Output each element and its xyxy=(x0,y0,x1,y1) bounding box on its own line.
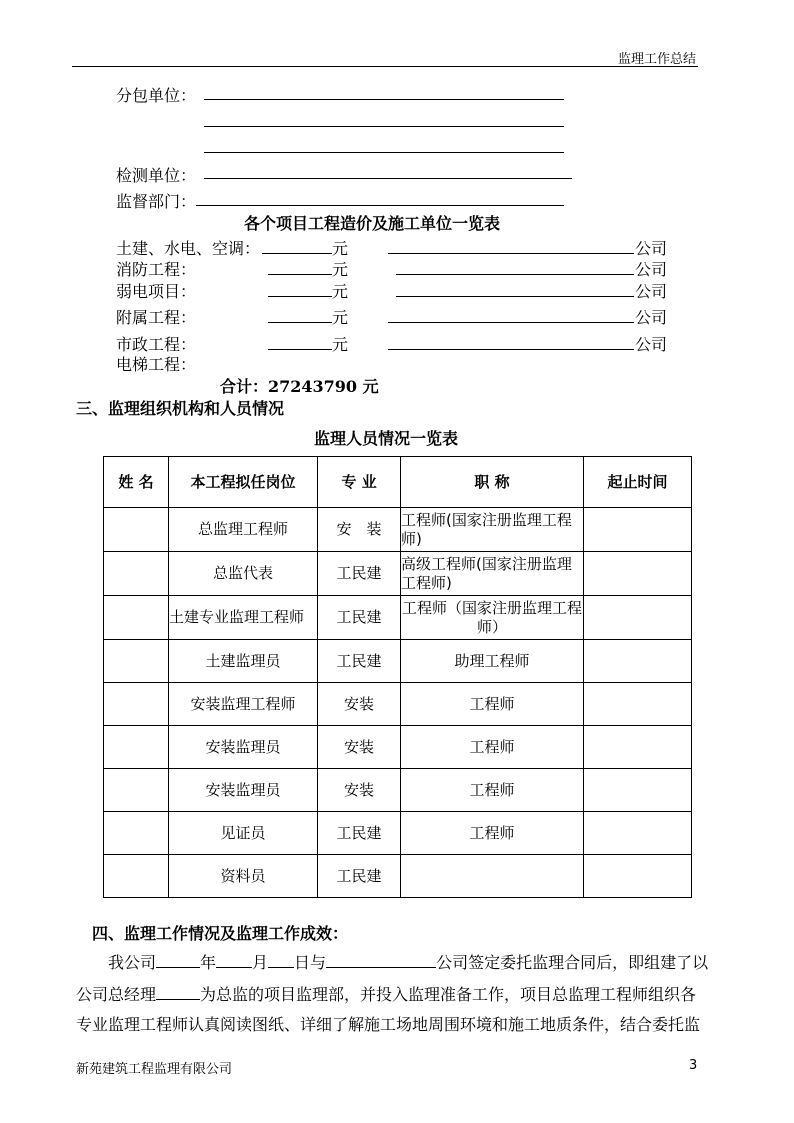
name-cell xyxy=(104,552,169,596)
cost-row-label: 市政工程： xyxy=(116,335,197,354)
page-number: 3 xyxy=(689,1058,698,1073)
cost-currency: 元 xyxy=(332,282,349,301)
cost-amount-blank xyxy=(262,253,332,254)
table-row xyxy=(104,683,692,726)
major-cell: 工民建 xyxy=(318,640,401,683)
column-header: 职 称 xyxy=(401,457,584,508)
title-cell xyxy=(401,855,584,898)
company-blank xyxy=(326,951,436,968)
major-cell: 工民建 xyxy=(318,855,401,898)
company-blank xyxy=(388,322,634,323)
cost-currency: 元 xyxy=(332,308,349,327)
cost-row-label: 弱电项目： xyxy=(116,282,197,301)
period-cell xyxy=(584,640,692,683)
table-row xyxy=(104,855,692,898)
testing-label: 检测单位： xyxy=(116,166,197,185)
post-cell: 安装监理员 xyxy=(169,726,318,769)
title-cell: 工程师（国家注册监理工程师） xyxy=(401,596,584,640)
title-cell: 助理工程师 xyxy=(401,640,584,683)
column-header: 专 业 xyxy=(318,457,401,508)
name-cell xyxy=(104,640,169,683)
name-cell xyxy=(104,683,169,726)
text-fragment: 我公司 xyxy=(108,953,157,972)
date-blank xyxy=(156,951,200,968)
name-cell xyxy=(104,596,169,640)
major-cell: 安装 xyxy=(318,726,401,769)
period-cell xyxy=(584,596,692,640)
cost-amount-blank xyxy=(268,322,332,323)
title-cell: 高级工程师(国家注册监理工程师) xyxy=(401,552,584,596)
post-cell: 总监理工程师 xyxy=(169,508,318,552)
period-cell xyxy=(584,855,692,898)
table-row xyxy=(104,640,692,683)
name-cell xyxy=(104,769,169,812)
testing-blank xyxy=(204,178,572,179)
section-3-heading: 三、监理组织机构和人员情况 xyxy=(76,399,285,418)
major-cell: 工民建 xyxy=(318,552,401,596)
major-cell: 工民建 xyxy=(318,596,401,640)
title-cell: 工程师 xyxy=(401,812,584,855)
table-row xyxy=(104,552,692,596)
cost-amount-blank xyxy=(268,349,332,350)
name-cell xyxy=(104,812,169,855)
cost-company: 公司 xyxy=(635,239,668,258)
cost-company: 公司 xyxy=(635,308,668,327)
supervision-blank xyxy=(196,205,564,206)
subcontract-blank-3 xyxy=(204,152,564,153)
major-cell: 安 装 xyxy=(318,508,401,552)
name-blank xyxy=(156,983,200,1000)
title-cell: 工程师 xyxy=(401,683,584,726)
section-4-heading: 四、监理工作情况及监理工作成效： xyxy=(92,924,349,943)
cost-company: 公司 xyxy=(635,335,668,354)
staff-table xyxy=(103,456,692,898)
cost-company: 公司 xyxy=(635,282,668,301)
text-fragment: 公司签定委托监理合同后，即组建了以 xyxy=(436,953,709,972)
cost-row-label: 电梯工程： xyxy=(116,355,197,374)
column-header: 姓 名 xyxy=(104,457,169,508)
major-cell: 安装 xyxy=(318,769,401,812)
company-blank xyxy=(388,253,634,254)
period-cell xyxy=(584,812,692,855)
cost-currency: 元 xyxy=(332,239,349,258)
table-row xyxy=(104,812,692,855)
cost-row-label: 附属工程： xyxy=(116,308,197,327)
cost-amount-blank xyxy=(268,274,332,275)
subcontract-blank-1 xyxy=(204,99,564,100)
column-header: 本工程拟任岗位 xyxy=(169,457,318,508)
text-fragment: 为总监的项目监理部，并投入监理准备工作，项目总监理工程师组织各 xyxy=(200,985,697,1004)
subcontract-label: 分包单位： xyxy=(116,86,197,105)
period-cell xyxy=(584,769,692,812)
title-cell: 工程师 xyxy=(401,726,584,769)
name-cell xyxy=(104,855,169,898)
post-cell: 安装监理工程师 xyxy=(169,683,318,726)
post-cell: 见证员 xyxy=(169,812,318,855)
text-fragment: 日与 xyxy=(294,953,327,972)
column-header: 起止时间 xyxy=(584,457,692,508)
post-cell: 资料员 xyxy=(169,855,318,898)
section-4-paragraph-line-1 xyxy=(76,951,709,972)
title-cell: 工程师(国家注册监理工程师) xyxy=(401,508,584,552)
post-cell: 安装监理员 xyxy=(169,769,318,812)
company-blank xyxy=(396,296,634,297)
cost-company: 公司 xyxy=(635,260,668,279)
table-header-row xyxy=(104,457,692,508)
text-fragment: 年 xyxy=(200,953,217,972)
cost-row-label: 土建、水电、空调： xyxy=(116,239,261,258)
cost-amount-blank xyxy=(268,296,332,297)
period-cell xyxy=(584,726,692,769)
name-cell xyxy=(104,726,169,769)
table-row xyxy=(104,726,692,769)
post-cell: 总监代表 xyxy=(169,552,318,596)
cost-table-title: 各个项目工程造价及施工单位一览表 xyxy=(244,214,501,233)
section-4-paragraph-line-2 xyxy=(76,983,702,1004)
table-row xyxy=(104,769,692,812)
cost-currency: 元 xyxy=(332,335,349,354)
company-blank xyxy=(388,349,634,350)
cost-currency: 元 xyxy=(332,260,349,279)
post-cell: 土建监理员 xyxy=(169,640,318,683)
period-cell xyxy=(584,683,692,726)
date-blank xyxy=(268,951,294,968)
period-cell xyxy=(584,552,692,596)
major-cell: 工民建 xyxy=(318,812,401,855)
cost-row-label: 消防工程： xyxy=(116,260,197,279)
footer-company: 新苑建筑工程监理有限公司 xyxy=(76,1062,233,1077)
major-cell: 安装 xyxy=(318,683,401,726)
company-blank xyxy=(396,274,634,275)
period-cell xyxy=(584,508,692,552)
text-fragment: 月 xyxy=(252,953,269,972)
text-fragment: 公司总经理 xyxy=(76,985,157,1004)
table-row xyxy=(104,596,692,640)
subcontract-blank-2 xyxy=(204,126,564,127)
staff-table-title: 监理人员情况一览表 xyxy=(314,429,459,448)
supervision-label: 监督部门： xyxy=(116,192,197,211)
name-cell xyxy=(104,508,169,552)
header-divider xyxy=(72,66,698,67)
section-4-paragraph-line-3: 专业监理工程师认真阅读图纸、详细了解施工场地周围环境和施工地质条件，结合委托监 xyxy=(76,1015,701,1034)
page-header-title: 监理工作总结 xyxy=(617,52,696,67)
title-cell: 工程师 xyxy=(401,769,584,812)
cost-total: 合计：27243790 元 xyxy=(220,377,379,396)
table-row xyxy=(104,508,692,552)
post-cell: 土建专业监理工程师 xyxy=(169,596,318,640)
date-blank xyxy=(216,951,252,968)
